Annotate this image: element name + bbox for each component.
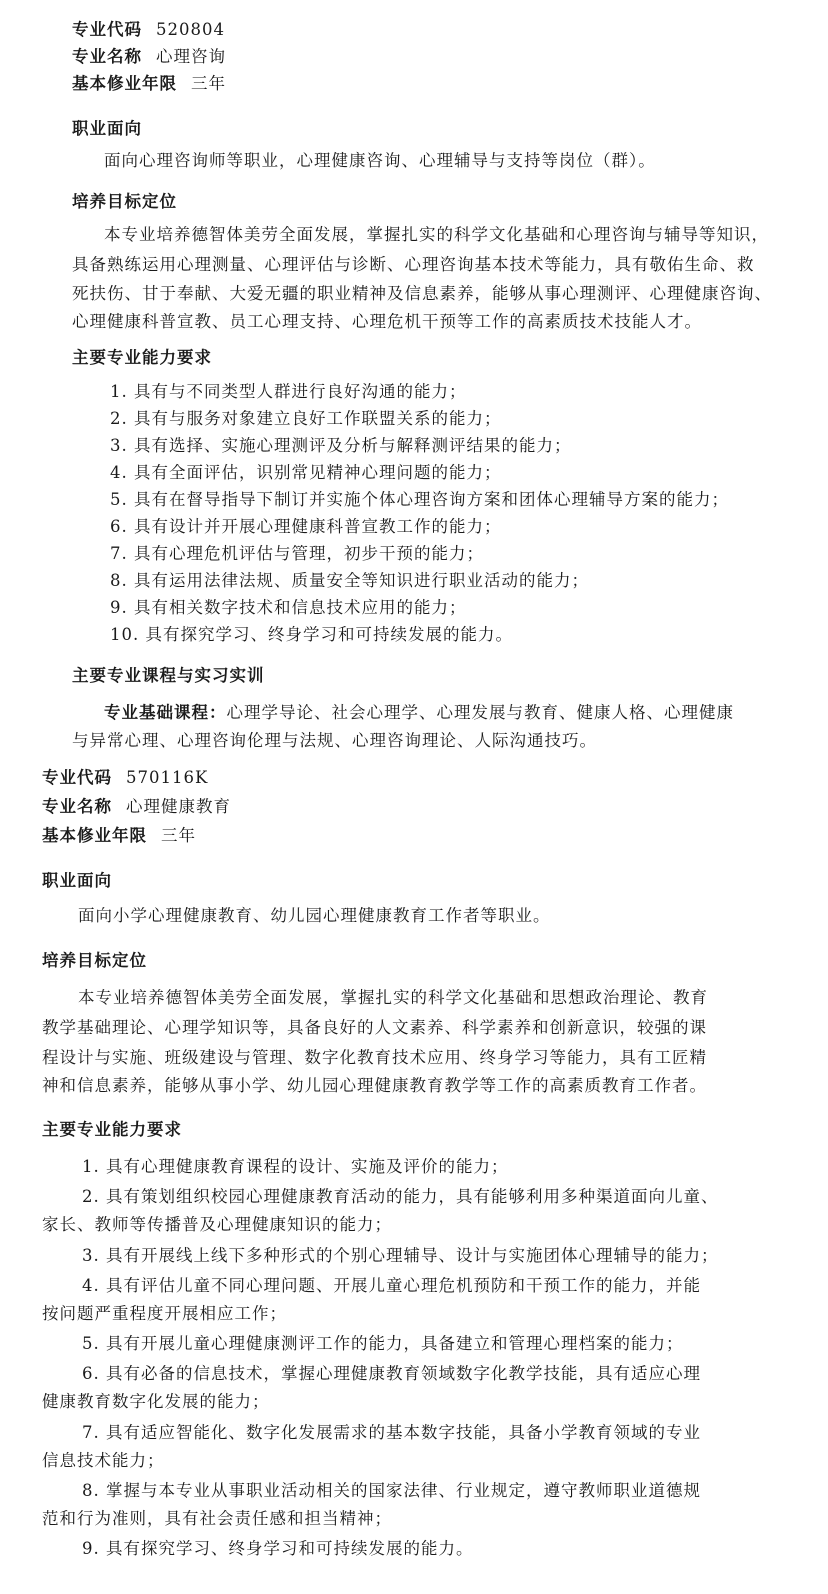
ability-item-continued: 健康教育数字化发展的能力； [42, 1392, 270, 1411]
course-text-line: 与异常心理、心理咨询伦理与法规、心理咨询理论、人际沟通技巧。 [72, 731, 597, 750]
ability-item: 7. 具有适应智能化、数字化发展需求的基本数字技能，具备小学教育领域的专业 [82, 1423, 701, 1442]
major-name-row: 专业名称 心理咨询 [72, 47, 226, 66]
goal-text-line: 本专业培养德智体美劳全面发展，掌握扎实的科学文化基础和思想政治理论、教育 [78, 988, 708, 1007]
career-text: 面向小学心理健康教育、幼儿园心理健康教育工作者等职业。 [78, 906, 551, 925]
study-years-row: 基本修业年限 三年 [42, 826, 196, 845]
ability-item: 6. 具有设计并开展心理健康科普宣教工作的能力； [110, 517, 502, 536]
ability-heading: 主要专业能力要求 [72, 348, 212, 367]
course-text-line: 专业基础课程：心理学导论、社会心理学、心理发展与教育、健康人格、心理健康 [104, 703, 734, 722]
ability-item-continued: 信息技术能力； [42, 1451, 165, 1470]
ability-item: 8. 掌握与本专业从事职业活动相关的国家法律、行业规定，遵守教师职业道德规 [82, 1481, 701, 1500]
ability-item: 2. 具有与服务对象建立良好工作联盟关系的能力； [110, 409, 502, 428]
goal-text-line: 心理健康科普宣教、员工心理支持、心理危机干预等工作的高素质技术技能人才。 [72, 312, 702, 331]
career-heading: 职业面向 [72, 119, 142, 138]
major-code-row: 专业代码 520804 [72, 20, 225, 39]
ability-item: 10. 具有探究学习、终身学习和可持续发展的能力。 [110, 625, 513, 644]
ability-item: 6. 具有必备的信息技术，掌握心理健康教育领域数字化教学技能，具有适应心理 [82, 1364, 701, 1383]
study-years-row: 基本修业年限 三年 [72, 74, 226, 93]
ability-item-continued: 家长、教师等传播普及心理健康知识的能力； [42, 1215, 392, 1234]
ability-item: 4. 具有评估儿童不同心理问题、开展儿童心理危机预防和干预工作的能力，并能 [82, 1276, 701, 1295]
ability-heading: 主要专业能力要求 [42, 1120, 182, 1139]
goal-heading: 培养目标定位 [72, 192, 177, 211]
goal-text-line: 教学基础理论、心理学知识等，具备良好的人文素养、科学素养和创新意识，较强的课 [42, 1018, 707, 1037]
ability-item: 5. 具有在督导指导下制订并实施个体心理咨询方案和团体心理辅导方案的能力； [110, 490, 729, 509]
goal-text-line: 神和信息素养，能够从事小学、幼儿园心理健康教育教学等工作的高素质教育工作者。 [42, 1076, 707, 1095]
goal-text-line: 死扶伤、甘于奉献、大爱无疆的职业精神及信息素养，能够从事心理测评、心理健康咨询、 [72, 284, 772, 303]
career-text: 面向心理咨询师等职业，心理健康咨询、心理辅导与支持等岗位（群）。 [104, 151, 656, 170]
ability-item: 9. 具有探究学习、终身学习和可持续发展的能力。 [82, 1539, 474, 1558]
ability-item: 2. 具有策划组织校园心理健康教育活动的能力，具有能够利用多种渠道面向儿童、 [82, 1187, 719, 1206]
course-heading: 主要专业课程与实习实训 [72, 666, 265, 685]
ability-item: 7. 具有心理危机评估与管理，初步干预的能力； [110, 544, 484, 563]
goal-text-line: 具备熟练运用心理测量、心理评估与诊断、心理咨询基本技术等能力，具有敬佑生命、救 [72, 255, 755, 274]
major-name-row: 专业名称 心理健康教育 [42, 797, 231, 816]
ability-item: 1. 具有心理健康教育课程的设计、实施及评价的能力； [82, 1157, 509, 1176]
ability-item: 3. 具有开展线上线下多种形式的个别心理辅导、设计与实施团体心理辅导的能力； [82, 1246, 719, 1265]
ability-item: 9. 具有相关数字技术和信息技术应用的能力； [110, 598, 467, 617]
goal-text-line: 本专业培养德智体美劳全面发展，掌握扎实的科学文化基础和心理咨询与辅导等知识， [104, 225, 769, 244]
career-heading: 职业面向 [42, 871, 112, 890]
goal-text-line: 程设计与实施、班级建设与管理、数字化教育技术应用、终身学习等能力，具有工匠精 [42, 1048, 707, 1067]
ability-item: 8. 具有运用法律法规、质量安全等知识进行职业活动的能力； [110, 571, 589, 590]
ability-item: 1. 具有与不同类型人群进行良好沟通的能力； [110, 382, 467, 401]
ability-item: 4. 具有全面评估，识别常见精神心理问题的能力； [110, 463, 502, 482]
goal-heading: 培养目标定位 [42, 951, 147, 970]
major-code-row: 专业代码 570116K [42, 768, 209, 787]
ability-item: 5. 具有开展儿童心理健康测评工作的能力，具备建立和管理心理档案的能力； [82, 1334, 684, 1353]
ability-item-continued: 范和行为准则，具有社会责任感和担当精神； [42, 1509, 392, 1528]
ability-item-continued: 按问题严重程度开展相应工作； [42, 1304, 287, 1323]
ability-item: 3. 具有选择、实施心理测评及分析与解释测评结果的能力； [110, 436, 572, 455]
